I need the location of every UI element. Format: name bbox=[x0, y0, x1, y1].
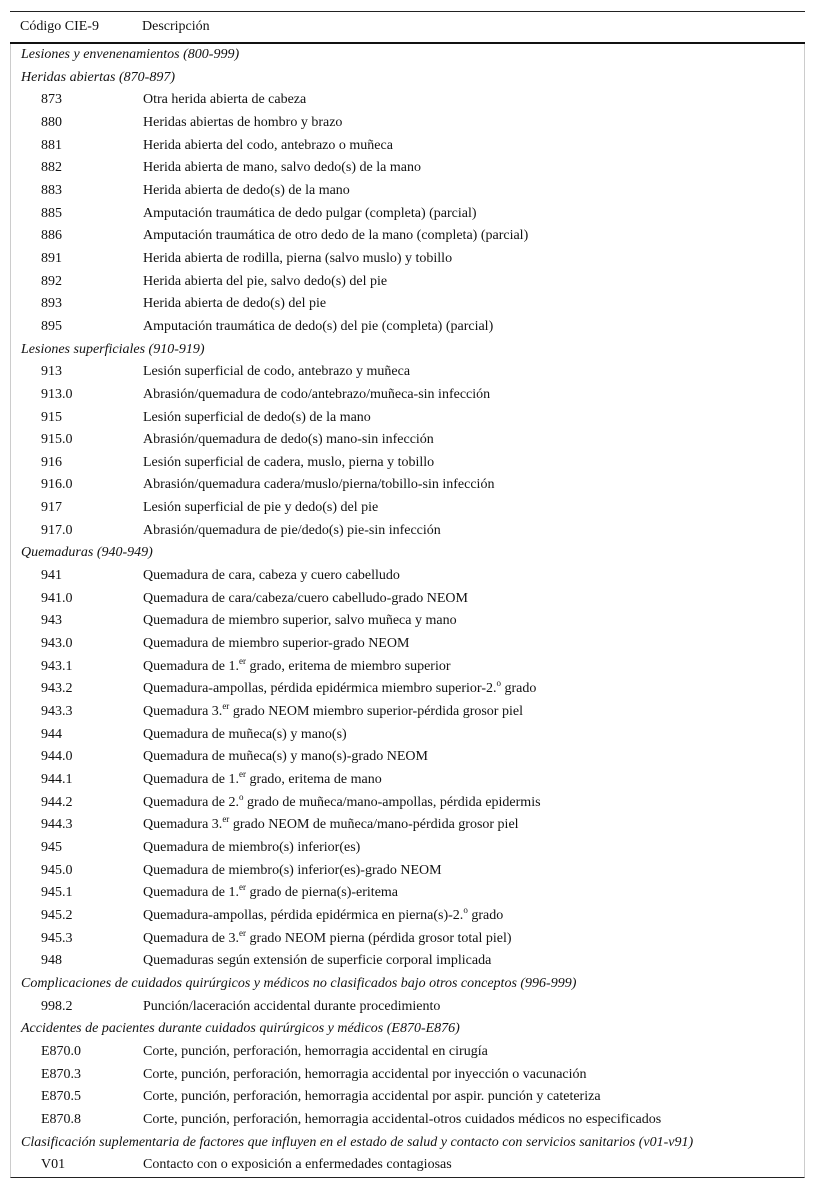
table-row bbox=[11, 1109, 804, 1132]
section-header-row: Heridas abiertas (870-897) bbox=[21, 69, 175, 85]
table-row bbox=[11, 157, 804, 180]
icd-code: 913.0 bbox=[41, 386, 73, 402]
icd-description: Abrasión/quemadura cadera/muslo/pierna/tobillo-sin infección bbox=[143, 477, 495, 493]
icd-description: Amputación traumática de dedo(s) del pie (completa) (parcial) bbox=[143, 318, 494, 334]
icd-code: E870.5 bbox=[41, 1089, 82, 1105]
icd-code: V01 bbox=[41, 1157, 66, 1173]
table-row bbox=[11, 112, 804, 135]
table-row bbox=[11, 361, 804, 384]
table-row bbox=[11, 837, 804, 860]
table-row bbox=[11, 407, 804, 430]
table-row bbox=[11, 293, 804, 316]
icd-description: Herida abierta de dedo(s) de la mano bbox=[143, 182, 350, 198]
table-row bbox=[11, 1041, 804, 1064]
table-row bbox=[11, 905, 804, 928]
icd-code: 881 bbox=[41, 137, 62, 153]
icd-description: Quemadura de cara/cabeza/cuero cabelludo-grado NEOM bbox=[143, 590, 468, 606]
icd-code: 880 bbox=[41, 114, 62, 130]
table-row bbox=[11, 89, 804, 112]
icd-code: 944.3 bbox=[41, 817, 73, 833]
icd-description: Herida abierta de mano, salvo dedo(s) de la mano bbox=[143, 160, 421, 176]
table-row bbox=[11, 610, 804, 633]
icd-description: Contacto con o exposición a enfermedades contagiosas bbox=[143, 1157, 452, 1173]
table-row bbox=[11, 520, 804, 543]
icd-description: Amputación traumática de dedo pulgar (completa) (parcial) bbox=[143, 205, 477, 221]
icd-description: Quemadura de miembro(s) inferior(es) bbox=[143, 839, 361, 855]
icd-description: Quemadura de 1.$^{er}$ grado, eritema de mano bbox=[143, 769, 382, 787]
table-row bbox=[11, 588, 804, 611]
icd-description: Herida abierta de rodilla, pierna (salvo muslo) y tobillo bbox=[143, 250, 453, 266]
icd-description: Corte, punción, perforación, hemorragia accidental-otros cuidados médicos no especificados bbox=[143, 1111, 662, 1127]
icd-description: Quemadura de 2.$^o$ grado de muñeca/mano-ampollas, pérdida epidermis bbox=[143, 791, 541, 810]
icd-description: Quemadura de miembro superior, salvo muñeca y mano bbox=[143, 613, 457, 629]
icd-description: Quemadura-ampollas, pérdida epidérmica miembro superior-2.$^o$ grado bbox=[143, 678, 537, 697]
table-row bbox=[11, 135, 804, 158]
table-row bbox=[11, 384, 804, 407]
section-header-row: Accidentes de pacientes durante cuidados quirúrgicos y médicos (E870-E876) bbox=[21, 1021, 460, 1037]
section-header-row: Lesiones superficiales (910-919) bbox=[21, 341, 205, 357]
icd-description: Corte, punción, perforación, hemorragia accidental en cirugía bbox=[143, 1043, 488, 1059]
icd-code: 945 bbox=[41, 839, 62, 855]
table-row bbox=[11, 271, 804, 294]
icd-code: 943 bbox=[41, 613, 62, 629]
icd-code: 945.1 bbox=[41, 885, 73, 901]
table-row bbox=[11, 225, 804, 248]
table-row bbox=[11, 678, 804, 701]
icd-code: 943.0 bbox=[41, 636, 73, 652]
icd-code: 893 bbox=[41, 296, 62, 312]
icd-description: Quemadura de muñeca(s) y mano(s) bbox=[143, 726, 347, 742]
icd-description: Quemaduras según extensión de superficie corporal implicada bbox=[143, 953, 492, 969]
icd-code: E870.8 bbox=[41, 1111, 82, 1127]
icd-description: Punción/laceración accidental durante procedimiento bbox=[143, 998, 441, 1014]
icd-code: 885 bbox=[41, 205, 62, 221]
icd-description: Quemadura de miembro superior-grado NEOM bbox=[143, 636, 410, 652]
icd-code: E870.3 bbox=[41, 1066, 82, 1082]
icd-code: 913 bbox=[41, 364, 62, 380]
icd-code: 943.3 bbox=[41, 704, 73, 720]
icd-description: Amputación traumática de otro dedo de la mano (completa) (parcial) bbox=[143, 228, 529, 244]
icd-code: 892 bbox=[41, 273, 62, 289]
icd-code: 917.0 bbox=[41, 522, 73, 538]
table-row bbox=[11, 769, 804, 792]
icd-code: 945.0 bbox=[41, 862, 73, 878]
icd-description: Quemadura de 1.$^{er}$ grado, eritema de miembro superior bbox=[143, 655, 451, 674]
table-body bbox=[10, 44, 805, 1178]
icd-code: 886 bbox=[41, 228, 62, 244]
header-description: Descripción bbox=[142, 19, 210, 34]
icd-code: 944.0 bbox=[41, 749, 73, 765]
icd-code: 941.0 bbox=[41, 590, 73, 606]
icd-description: Herida abierta del pie, salvo dedo(s) del pie bbox=[143, 273, 388, 289]
icd-code: 944.2 bbox=[41, 794, 73, 810]
section-header-row: Clasificación suplementaria de factores que influyen en el estado de salud y contacto con servicios sanitarios (v01-v91) bbox=[21, 1134, 694, 1150]
icd-description: Quemadura de 1.$^{er}$ grado de pierna(s)-eritema bbox=[143, 882, 399, 901]
table-row bbox=[11, 1154, 804, 1177]
table-row bbox=[11, 792, 804, 815]
table-row bbox=[11, 316, 804, 339]
icd-code: 916 bbox=[41, 454, 62, 470]
icd-code: 917 bbox=[41, 500, 62, 516]
icd-code: 944 bbox=[41, 726, 62, 742]
icd-code: 945.3 bbox=[41, 930, 73, 946]
table-row bbox=[11, 452, 804, 475]
table-row bbox=[11, 1086, 804, 1109]
icd-code: 916.0 bbox=[41, 477, 73, 493]
table-row bbox=[11, 180, 804, 203]
icd-code: 998.2 bbox=[41, 998, 73, 1014]
icd-code: 943.2 bbox=[41, 681, 73, 697]
table-row bbox=[11, 1064, 804, 1087]
icd-description: Quemadura 3.$^{er}$ grado NEOM de muñeca/mano-pérdida grosor piel bbox=[143, 814, 519, 833]
section-header-row: Quemaduras (940-949) bbox=[21, 545, 153, 561]
table-row bbox=[11, 474, 804, 497]
table-row bbox=[11, 248, 804, 271]
icd-description: Quemadura de muñeca(s) y mano(s)-grado NEOM bbox=[143, 749, 428, 765]
icd-description: Heridas abiertas de hombro y brazo bbox=[143, 114, 343, 130]
icd-code: 873 bbox=[41, 92, 62, 108]
icd-code: 941 bbox=[41, 568, 62, 584]
icd-description: Lesión superficial de dedo(s) de la mano bbox=[143, 409, 371, 425]
icd-code: 883 bbox=[41, 182, 62, 198]
icd-description: Quemadura-ampollas, pérdida epidérmica en pierna(s)-2.$^o$ grado bbox=[143, 904, 504, 923]
table-header bbox=[10, 12, 805, 44]
icd-description: Abrasión/quemadura de codo/antebrazo/muñeca-sin infección bbox=[143, 386, 491, 402]
header-code: Código CIE-9 bbox=[20, 19, 99, 34]
table-row bbox=[11, 656, 804, 679]
icd-description: Corte, punción, perforación, hemorragia accidental por inyección o vacunación bbox=[143, 1066, 587, 1082]
table-row bbox=[11, 565, 804, 588]
table-row bbox=[11, 701, 804, 724]
icd-code: 948 bbox=[41, 953, 62, 969]
icd-description: Otra herida abierta de cabeza bbox=[143, 92, 307, 108]
table-row bbox=[11, 429, 804, 452]
icd-description: Abrasión/quemadura de dedo(s) mano-sin infección bbox=[143, 432, 434, 448]
icd-code: 882 bbox=[41, 160, 62, 176]
icd-description: Herida abierta de dedo(s) del pie bbox=[143, 296, 327, 312]
icd-code: E870.0 bbox=[41, 1043, 82, 1059]
icd-code: 944.1 bbox=[41, 772, 73, 787]
icd-description: Herida abierta del codo, antebrazo o muñeca bbox=[143, 137, 393, 153]
table-row bbox=[11, 746, 804, 769]
table-row bbox=[11, 203, 804, 226]
table-row bbox=[11, 882, 804, 905]
section-header-row: Lesiones y envenenamientos (800-999) bbox=[21, 47, 240, 62]
icd-description: Corte, punción, perforación, hemorragia accidental por aspir. punción y cateteriza bbox=[143, 1089, 601, 1105]
table-row bbox=[11, 996, 804, 1019]
icd-description: Abrasión/quemadura de pie/dedo(s) pie-sin infección bbox=[143, 522, 441, 538]
icd-code: 943.1 bbox=[41, 658, 73, 674]
table-row bbox=[11, 860, 804, 883]
table-row bbox=[11, 928, 804, 951]
icd-description: Quemadura de 3.$^{er}$ grado NEOM pierna (pérdida grosor total piel) bbox=[143, 927, 512, 946]
icd-code: 895 bbox=[41, 318, 62, 334]
icd-code: 915.0 bbox=[41, 432, 73, 448]
icd-code: 945.2 bbox=[41, 907, 73, 923]
icd-description: Quemadura de miembro(s) inferior(es)-grado NEOM bbox=[143, 862, 442, 878]
table-row bbox=[11, 724, 804, 747]
icd-code: 915 bbox=[41, 409, 62, 425]
icd-description: Lesión superficial de codo, antebrazo y muñeca bbox=[143, 364, 411, 380]
icd9-table bbox=[10, 11, 805, 1178]
icd-description: Quemadura 3.$^{er}$ grado NEOM miembro superior-pérdida grosor piel bbox=[143, 701, 523, 720]
icd-description: Quemadura de cara, cabeza y cuero cabelludo bbox=[143, 568, 400, 584]
table-row bbox=[11, 633, 804, 656]
icd-description: Lesión superficial de pie y dedo(s) del pie bbox=[143, 500, 379, 516]
section-header-row: Complicaciones de cuidados quirúrgicos y médicos no clasificados bajo otros conceptos (996-999) bbox=[21, 975, 577, 991]
table-row bbox=[11, 950, 804, 973]
table-row bbox=[11, 814, 804, 837]
icd-description: Lesión superficial de cadera, muslo, pierna y tobillo bbox=[143, 454, 435, 470]
icd-code: 891 bbox=[41, 250, 62, 266]
table-row bbox=[11, 497, 804, 520]
